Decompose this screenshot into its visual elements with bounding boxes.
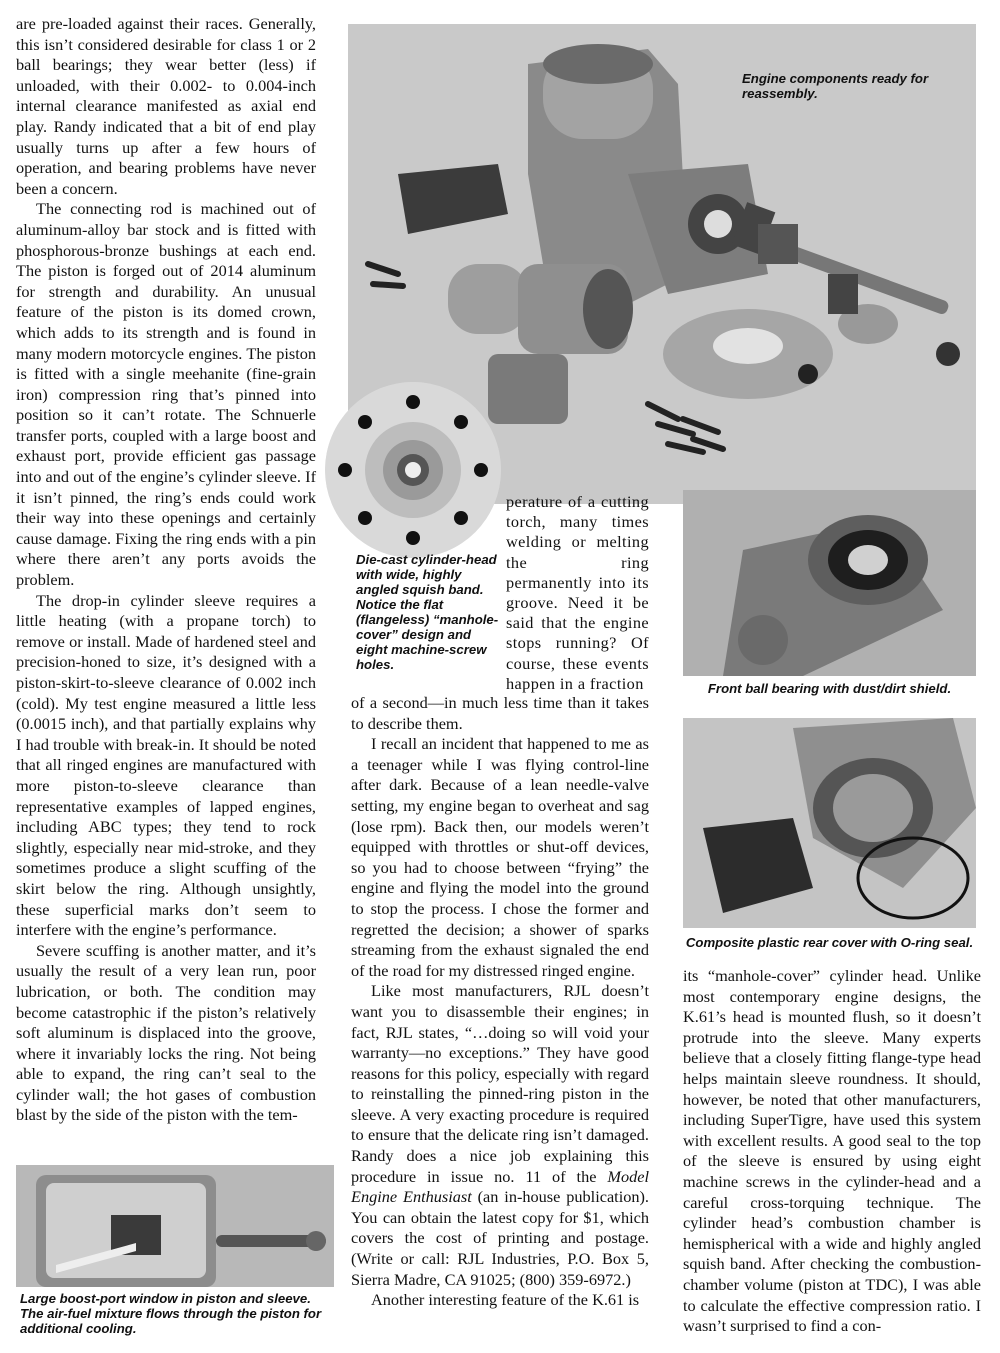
boost-port-caption: Large boost-port window in piston and sleeve. The air-fuel mixture flows through the piston for additional cooling. [20, 1291, 322, 1336]
paragraph: perature of a cutting torch, many times welding or melting the ring permanently into its groove. Need it be said that the engine stops running? Of course, these events happen in a fraction [506, 492, 649, 693]
rear-cover-photo [683, 718, 976, 928]
column-2 [351, 693, 649, 1311]
engine-components-caption: Engine components ready for reassembly. [742, 71, 929, 101]
paragraph: Severe scuffing is another matter, and it’s usually the result of a very lean run, poor lubrication, or both. The condition may become catastrophic if the piston’s relatively soft aluminum is displaced into the groove, where it invariably locks the ring. Not being able to expand, the ring can’t seal to the cylinder wall; the hot gases of combustion blast by the side of the piston with the tem- [16, 940, 316, 1125]
cylinder-head-photo [325, 382, 501, 558]
paragraph: Another interesting feature of the K.61 is [371, 1290, 640, 1310]
paragraph-text: (an in-house publication). You can obtain the latest copy for $1, which covers the cost of printing and postage. (Write or call: RJL Industries, P.O. Box 5, Sierra Madre, CA 91025; (800) 359-6972.) [351, 1187, 649, 1289]
boost-port-photo [16, 1165, 334, 1287]
paragraph-text: Like most manufacturers, RJL doesn’t want you to disassemble their engines; in fact, RJL states, “…doing so will void your warranty—no exceptions.” They have good reasons for this policy, especially with regard to reinstalling the pinned-ring piston in the sleeve. A very exacting procedure is required to ensure that the delicate ring isn’t damaged. Randy does a nice job explaining this procedure in issue no. 11 of the [351, 981, 649, 1186]
paragraph: I recall an incident that happened to me as a teenager while I was flying control-line after dark. Because of a lean needle-valve setting, my engine began to overheat and sag (lose rpm). Back then, our models weren’t equipped with throttles or shut-off devices, so you had to choose between “frying” the engine and flying the model into the ground to stop the process. I chose the former and regretted the decision; a shower of sparks streaming from the exhaust signaled the end of the road for my distressed ringed engine. [351, 734, 649, 980]
paragraph: its “manhole-cover” cylinder head. Unlike most contemporary engine designs, the K.61’s head is mounted flush, so it doesn’t protrude into the sleeve. Many experts believe that a closely fitting flange-type head helps maintain sleeve roundness. It should, however, be noted that other manufacturers, including SuperTigre, have used this system with excellent results. A good seal to the top of the sleeve is ensured by using eight machine screws in the cylinder-head and a careful cross-torquing technique. The cylinder head’s combustion chamber is hemispherical with a wide and highly angled squish band. After checking the combustion-chamber volume (piston at TDC), I was able to calculate the effective compression ratio. I wasn’t surprised to find a con- [683, 966, 981, 1336]
column-2-wrap [506, 492, 649, 694]
paragraph: of a second—in much less time than it takes to describe them. [351, 693, 649, 733]
cylinder-head-caption: Die-cast cylinder-head with wide, highly angled squish band. Notice the flat (flangeless) “manhole-cover” design and eight machine-screw holes. [356, 552, 499, 672]
paragraph: The connecting rod is machined out of aluminum-alloy bar stock and is fitted with phosphorous-bronze bushings at each end. The piston is forged out of 2014 aluminum for strength and durability. An unusual feature of the piston is its domed crown, which adds to its strength and is found in many modern motorcycle engines. The piston is fitted with a single meehanite (fine-grain iron) compression ring that’s pinned into position so it can’t rotate. The Schnuerle transfer ports, coupled with a large boost and exhaust port, provide efficient gas passage into and out of the engine’s cylinder sleeve. If it isn’t pinned, the ring’s ends could work their way into these openings and certainly cause damage. Fixing the ring ends with a pin where there aren’t any ports avoids the problem. [16, 199, 316, 590]
front-bearing-caption: Front ball bearing with dust/dirt shield. [707, 681, 952, 696]
rear-cover-caption: Composite plastic rear cover with O-ring seal. [685, 935, 974, 950]
paragraph: The drop-in cylinder sleeve requires a little heating (with a propane torch) to remove or install. Made of hardened steel and precision-honed to size, it’s designed with a piston-skirt-to-sleeve clearance of 0.002 inch (cold). My test engine measured a little less (0.0015 inch), and that partially explains why I had trouble with break-in. It should be noted that all ringed engines are manufactured with more piston-to-sleeve clearance than representative examples of lapped engines, including ABC types; they tend to rock slightly, especially near mid-stroke, and they sometimes produce a slight scuffing of the skirt below the ring. Although unsightly, these superficial marks don’t seem to interfere with the engine’s performance. [16, 590, 316, 940]
paragraph: are pre-loaded against their races. Generally, this isn’t considered desirable for class 1 or 2 ball bearings; they wear better (less) if unloaded, with their 0.002- to 0.004-inch internal clearance manifested as axial end play. Randy indicated that a bit of end play usually turns up after a few hours of operation, and bearing problems have never been a concern. [16, 14, 316, 198]
publication-title: Model Engine Enthusiast [351, 1166, 649, 1207]
column-1 [16, 14, 316, 1126]
column-3 [683, 966, 981, 1337]
paragraph [351, 981, 649, 1290]
front-bearing-photo [683, 490, 976, 676]
